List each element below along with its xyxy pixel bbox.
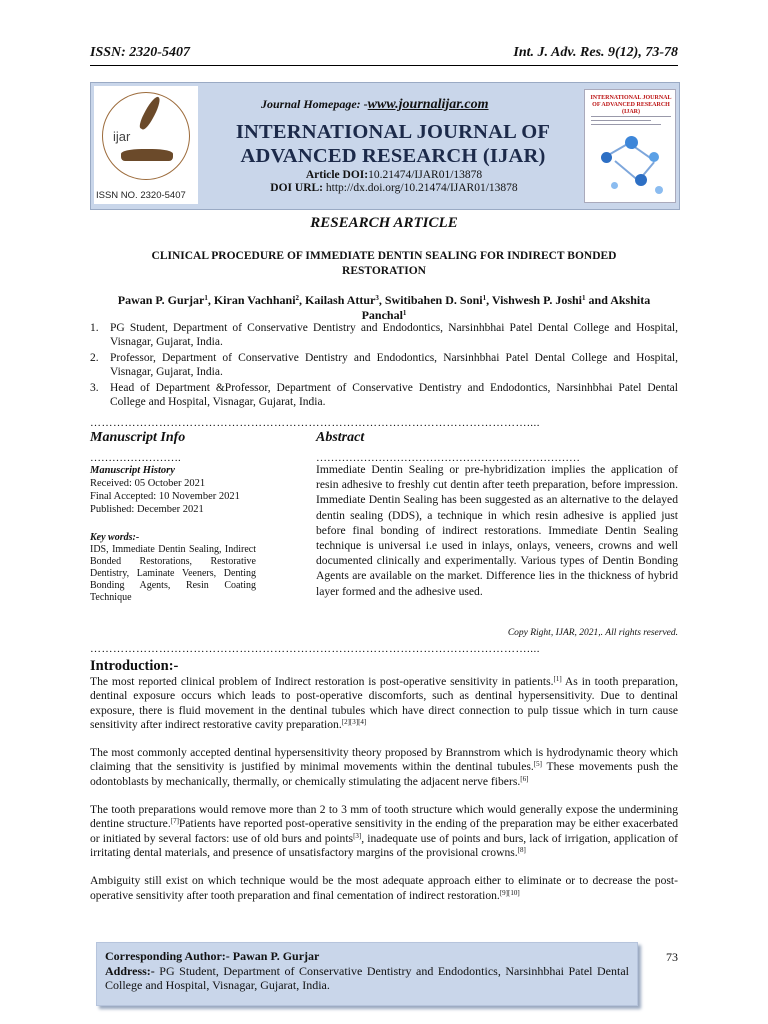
author: Kiran Vachhani	[213, 293, 296, 307]
keywords-text: IDS, Immediate Dentin Sealing, Indirect Bonded Restorations, Restorative Dentistry, Laminate Veeners, Denting Bonding Agents, Resin Coating Technique	[90, 544, 256, 603]
manuscript-info-heading: Manuscript Info	[90, 430, 186, 445]
dotted-separator: ……………………………………………………………………………………………………....	[90, 417, 540, 429]
author-list: Pawan P. Gurjar$^1$, Kiran Vachhani$^2$, Kailash Attur$^3$, Switibahen D. Soni$^1$, Vishwesh P. Joshi$^1$ and Akshita Panchal$^1$	[117, 293, 651, 322]
doi-url-label: DOI URL:	[270, 182, 324, 194]
dotted-separator: ………………………………………………………………	[316, 452, 580, 464]
author: Pawan P. Gurjar	[117, 293, 205, 307]
dotted-separator: ……………………………………………………………………………………………………....	[90, 643, 540, 655]
affiliation-item: 1. PG Student, Department of Conservative Dentistry and Endodontics, Narsinhbhai Patel Dental College and Hospital, Visnagar, Gujarat, India.	[90, 322, 678, 348]
abstract-text: Immediate Dentin Sealing or pre-hybridization implies the application of resin adhesive to freshly cut dentin after teeth preparation, before impression. Immediate Dentin Sealing has been suggested as an alternative to the delayed dentin sealing (DDS), a technique in which resin adhesive is applied just before final bonding of indirect restorations. Immediate Dentin Sealing technique is universal i.e used in inlays, onlays, veneers, crowns and well documented clinically and experimentally. Various types of Dentin Bonding Agents are available on the market. Difference lies in the thickness of hybrid layer formed and the adhesive used.	[316, 463, 678, 598]
article-title: CLINICAL PROCEDURE OF IMMEDIATE DENTIN SEALING FOR INDIRECT BONDED RESTORATION	[151, 250, 617, 277]
manuscript-history	[90, 464, 260, 516]
page-number: 73	[666, 950, 678, 964]
keywords	[90, 532, 256, 604]
dotted-separator: …………………….	[90, 452, 181, 464]
quill-book-icon	[102, 92, 190, 180]
corresponding-author-box	[96, 942, 638, 1006]
doi-url[interactable]: http://dx.doi.org/10.21474/IJAR01/13878	[325, 182, 518, 194]
introduction-body	[90, 675, 678, 917]
homepage-label: Journal Homepage: -	[261, 97, 368, 111]
author: Vishwesh P. Joshi	[491, 293, 583, 307]
journal-title-line2: ADVANCED RESEARCH (IJAR)	[240, 145, 546, 167]
introduction-heading: Introduction:-	[90, 658, 179, 674]
ijar-logo	[94, 86, 198, 204]
journal-homepage	[261, 97, 489, 113]
article-doi: 10.21474/IJAR01/13878	[368, 169, 483, 181]
author: Switibahen D. Soni	[384, 293, 483, 307]
journal-cover-thumbnail	[584, 89, 676, 203]
logo-text: ijar	[113, 129, 131, 144]
history-heading: Manuscript History	[90, 465, 175, 476]
citation-header: Int. J. Adv. Res. 9(12), 73-78	[513, 45, 678, 60]
paragraph: The most reported clinical problem of Indirect restoration is post-operative sensitivity in patients.[1] As in tooth preparation, dentinal exposure occurs which leads to post-operative discomforts, such as dentinal hypersensitivity. Due to dentinal exposure, there is fluid movement in the dentinal tubules which have direct connection to pulp tissue which in turn cause sensitivity after indirect restorative cavity preparation.[2][3][4]	[90, 675, 678, 731]
doi-block	[219, 169, 569, 195]
author: Akshita Panchal	[361, 293, 651, 322]
issn-header: ISSN: 2320-5407	[90, 45, 190, 60]
keywords-heading: Key words:-	[90, 532, 140, 543]
accepted-date: Final Accepted: 10 November 2021	[90, 491, 240, 502]
paragraph: The tooth preparations would remove more than 2 to 3 mm of tooth structure which would generally expose the undermining dentine structure.[7]Patients have reported post-operative sensitivity in the ending of the preparation may be either exacerbated or initiated by several factors: use of old burs and points[3], inadequate use of points and burs, lack of irrigation, application of irritating dental materials, and presence of unsatisfactory margins of the provisional crowns.[8]	[90, 803, 679, 859]
journal-banner	[90, 82, 680, 210]
affiliation-item: 3. Head of Department &Professor, Department of Conservative Dentistry and Endodontics, Narsinhbhai Patel Dental College and Hospital, Visnagar, Gujarat, India.	[90, 382, 678, 408]
article-doi-label: Article DOI:	[305, 169, 369, 181]
published-date: Published: December 2021	[90, 504, 204, 515]
journal-title	[213, 120, 573, 168]
running-header	[90, 45, 678, 66]
copyright: Copy Right, IJAR, 2021,. All rights reserved.	[507, 628, 678, 638]
affiliation-list	[90, 321, 678, 411]
author: Kailash Attur	[305, 293, 376, 307]
journal-title-line1: INTERNATIONAL JOURNAL OF	[235, 121, 551, 143]
corresponding-author: Corresponding Author:- Pawan P. Gurjar	[105, 949, 320, 963]
logo-issn: ISSN NO. 2320-5407	[96, 190, 186, 201]
cover-title: INTERNATIONAL JOURNAL OF ADVANCED RESEARCH (IJAR)	[590, 95, 672, 115]
paragraph: Ambiguity still exist on which technique would be the most adequate approach either to eliminate or to decrease the post-operative sensitivity after tooth preparation and final cementation of indirect restoration.[9][10]	[90, 874, 678, 902]
affiliation-item: 2. Professor, Department of Conservative Dentistry and Endodontics, Narsinhbhai Patel Dental College and Hospital, Visnagar, Gujarat, India.	[90, 352, 678, 378]
address-label: Address:-	[105, 963, 155, 978]
abstract-heading: Abstract	[316, 430, 365, 445]
paragraph: The most commonly accepted dentinal hypersensitivity theory proposed by Brannstrom which is hydrodynamic theory which claiming that the sensitivity is justified by minimal movements within the dentinal tubules.[5] These movements push the odontoblasts by mechanically, thermally, or chemically stimulating the adjacent nerve fibers.[6]	[90, 746, 678, 788]
address: PG Student, Department of Conservative Dentistry and Endodontics, Narsinhbhai Patel Dental College and Hospital, Visnagar, Gujarat, India.	[105, 963, 629, 992]
article-type: RESEARCH ARTICLE	[310, 215, 458, 231]
received-date: Received: 05 October 2021	[90, 478, 206, 489]
homepage-link[interactable]: www.journalijar.com	[367, 97, 489, 112]
